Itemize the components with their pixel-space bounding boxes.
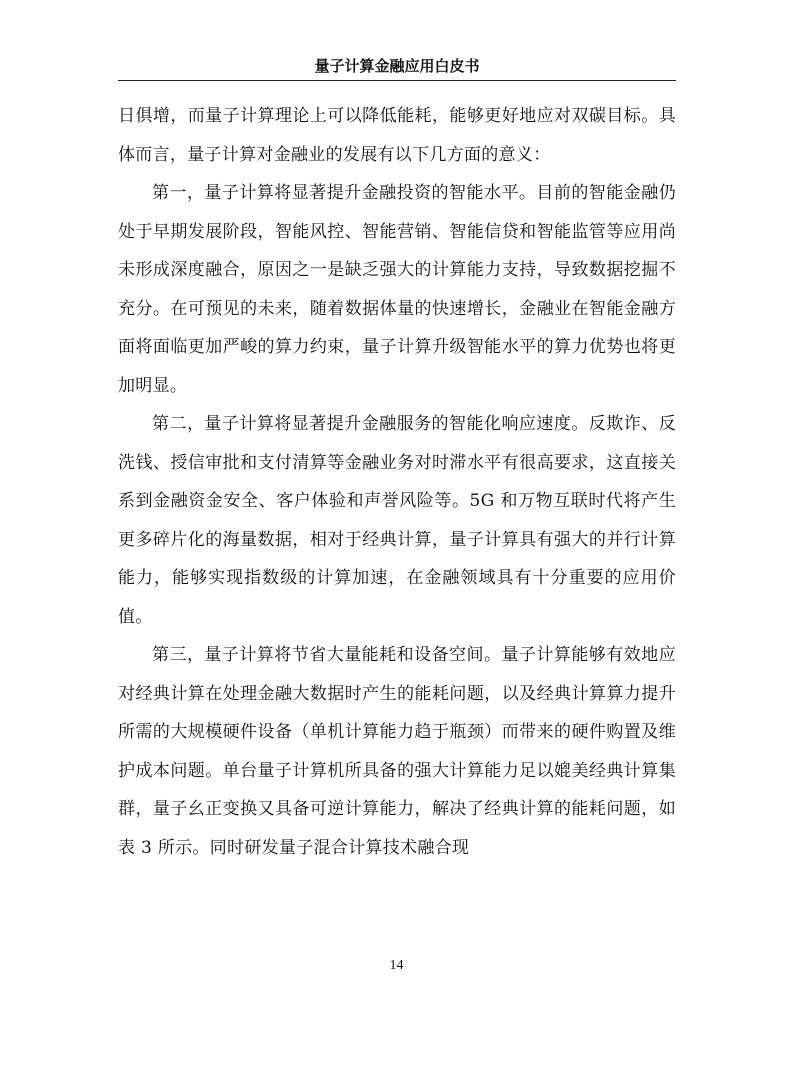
- page-number: 14: [389, 958, 404, 973]
- paragraph-point-one: 第一，量子计算将显著提升金融投资的智能水平。目前的智能金融仍处于早期发展阶段，智能风控、智能营销、智能信贷和智能监管等应用尚未形成深度融合，原因之一是缺乏强大的计算能力支持，导致数据挖掘不充分。在可预见的未来，随着数据体量的快速增长，金融业在智能金融方面将面临更加严峻的算力约束，量子计算升级智能水平的算力优势也将更加明显。: [118, 183, 676, 396]
- page-header-title: 量子计算金融应用白皮书: [118, 52, 676, 81]
- paragraph-intro: 日俱增，而量子计算理论上可以降低能耗，能够更好地应对双碳目标。具体而言，量子计算对金融业的发展有以下几方面的意义：: [118, 106, 676, 165]
- paragraph-point-three: 第三，量子计算将节省大量能耗和设备空间。量子计算能够有效地应对经典计算在处理金融大数据时产生的能耗问题，以及经典计算算力提升所需的大规模硬件设备（单机计算能力趋于瓶颈）而带来的硬件购置及维护成本问题。单台量子计算机所具备的强大计算能力足以媲美经典计算集群，量子幺正变换又具备可逆计算能力，解决了经典计算的能耗问题，如表 3 所示。同时研发量子混合计算技术融合现: [118, 645, 676, 858]
- body-text: [118, 97, 676, 867]
- paragraph-point-two: 第二，量子计算将显著提升金融服务的智能化响应速度。反欺诈、反洗钱、授信审批和支付清算等金融业务对时滞水平有很高要求，这直接关系到金融资金安全、客户体验和声誉风险等。5G 和万物互联时代将产生更多碎片化的海量数据，相对于经典计算，量子计算具有强大的并行计算能力，能够实现指数级的计算加速，在金融领域具有十分重要的应用价值。: [118, 414, 676, 627]
